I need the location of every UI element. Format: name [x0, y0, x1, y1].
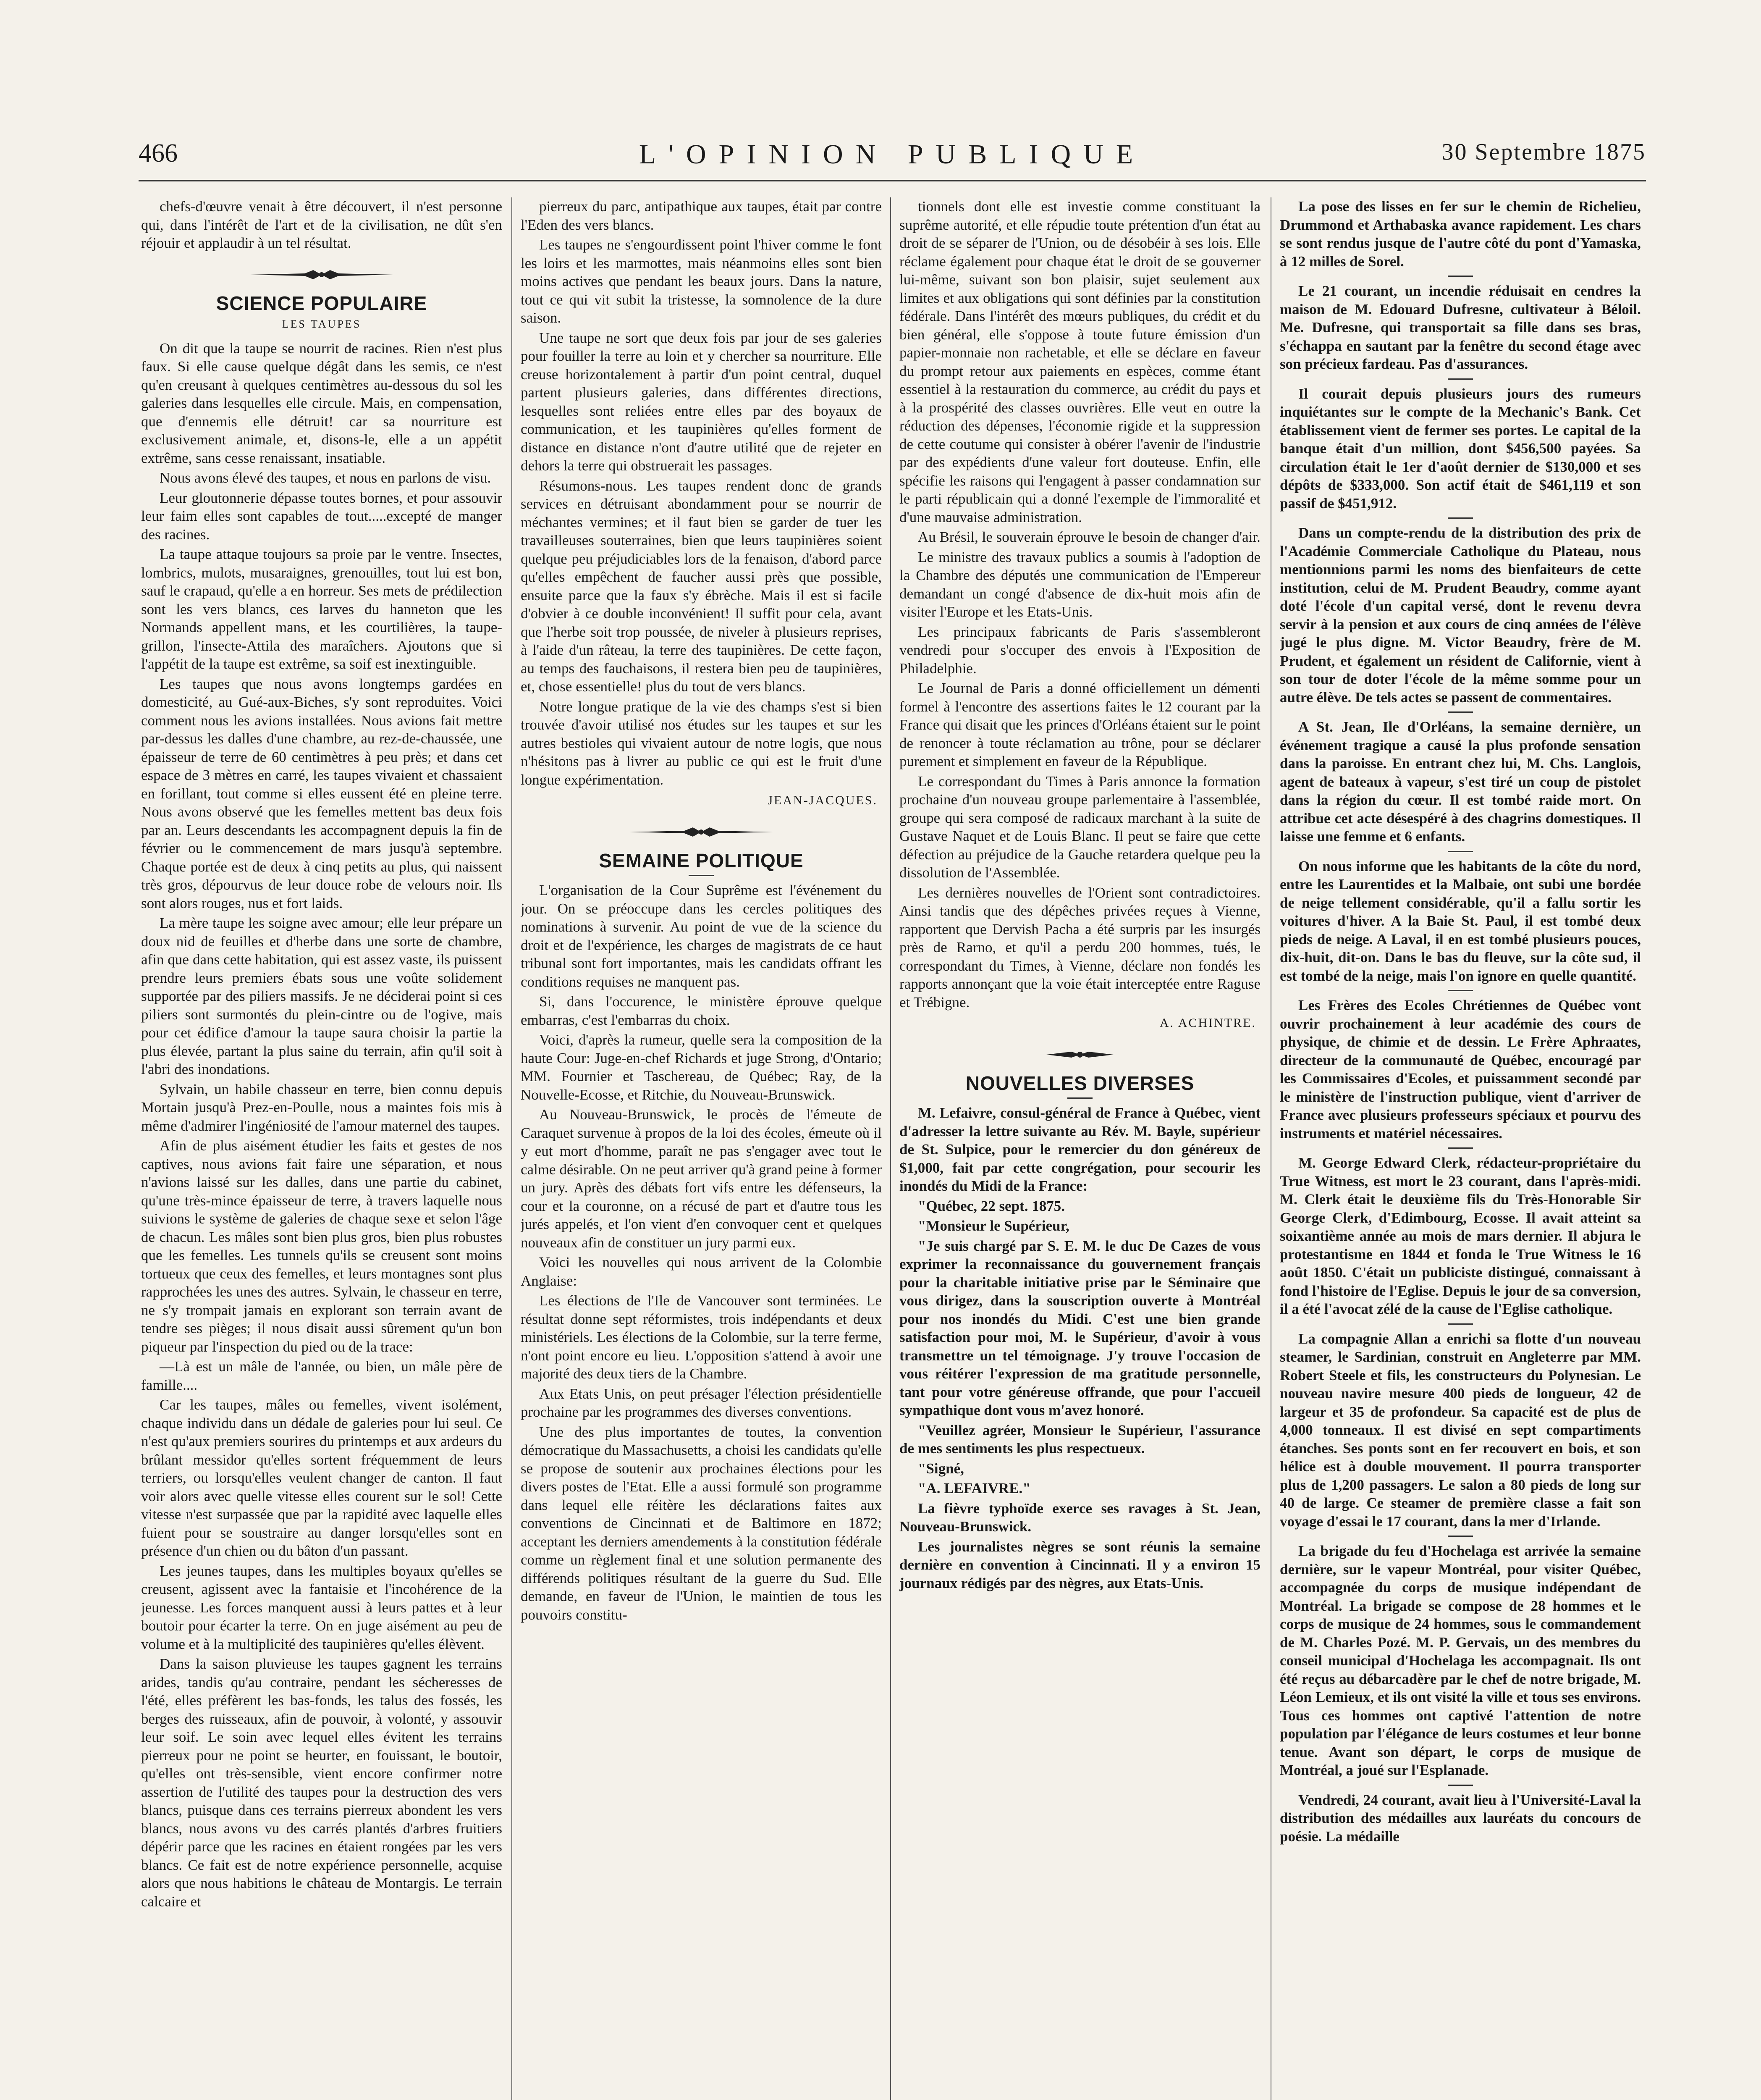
paragraph: La taupe attaque toujours sa proie par le ventre. Insectes, lombrics, mulots, musaraignes, grenouilles, tout lui est bon, sauf le crapaud, qu'elle a en horreur. Ses mets de prédilection sont les vers blancs, ces larves du hanneton que les Normands appellent mans, et les courtilières, la taupe-grillon, l'insecte-Attila des maraîchers. Ajoutons que si l'appétit de la taupe est extrême, sa soif est inextinguible.	[141, 546, 502, 672]
paragraph: La brigade du feu d'Hochelaga est arrivée la semaine dernière, sur le vapeur Montréal, pour visiter Québec, accompagnée du corps de musique indépendant de Montréal. La brigade se compose de 28 hommes et le corps de musique de 24 hommes, sous le commandement de M. Charles Pozé. M. P. Gervais, un des membres du conseil municipal d'Hochelaga les accompagnait. Ils ont été reçus au débarcadère par le chef de notre brigade, M. Léon Lemieux, et ils ont visité la ville et tous ses environs. Tous ces hommes ont captivé l'attention de notre population par l'élégance de leurs costumes et leur bonne tenue. Avant son départ, le corps de musique de Montréal, a joué sur l'Esplanade.	[1280, 1543, 1641, 1778]
paragraph: Au Nouveau-Brunswick, le procès de l'émeute de Caraquet survenue à propos de la loi des écoles, émeute où il y eut mort d'homme, paraît ne pas s'engager avec tout le calme désirable. On ne peut arriver qu'à grand peine à former un jury. Après des débats fort vifs entre les défenseurs, la cour et la couronne, on a récusé de part et d'autre tous les jurés appelés, et l'on vient d'en convoquer cent et quelques nouveaux afin de constituer un jury parmi eux.	[521, 1106, 882, 1251]
paragraph: Les journalistes nègres se sont réunis la semaine dernière en convention à Cincinnati. Il y a environ 15 journaux rédigés par des nègres, aux Etats-Unis.	[899, 1538, 1260, 1591]
paragraph: On dit que la taupe se nourrit de racines. Rien n'est plus faux. Si elle cause quelque dégât dans les semis, ce n'est qu'en creusant à quelques centimètres au-dessous du sol les galeries dans lesquelles elle circule. Mais, en compensation, que d'ennemis elle détruit! car sa nourriture est exclusivement animale, et, disons-le, elle a un appétit extrême, sans cesse renaissant, insatiable.	[141, 340, 502, 466]
paragraph: La compagnie Allan a enrichi sa flotte d'un nouveau steamer, le Sardinian, construit en Angleterre par MM. Robert Steele et fils, les constructeurs du Polynesian. Le nouveau navire mesure 400 pieds de longueur, 42 de largeur et 35 de profondeur. Sa capacité est de plus de 4,000 tonneaux. Il est divisé en sept compartiments étanches. Ses ponts sont en fer recouvert en bois, et son hélice est à double mouvement. Il pourra transporter plus de 1,200 passagers. Le salon a 80 pieds de long sur 40 de large. Ce steamer de première classe a fait son voyage d'essai le 17 courant, dans la mer d'Irlande.	[1280, 1330, 1641, 1530]
paragraph: "Je suis chargé par S. E. M. le duc De Cazes de vous exprimer la reconnaissance du gouvernement français pour la charitable initiative prise par le Séminaire que vous dirigez, dans la souscription ouverte à Montréal pour nos inondés du Midi. C'est une bien grande satisfaction pour moi, M. le Supérieur, d'avoir à vous transmettre un tel témoignage. J'y trouve l'occasion de vous réitérer l'expression de ma gratitude personnelle, tant pour votre généreuse offrande, que pour l'accueil sympathique dont vous m'avez honoré.	[899, 1237, 1260, 1418]
science-article-continuation	[521, 197, 882, 789]
author-signature: A. ACHINTRE.	[1159, 1016, 1256, 1030]
section-ornament-icon	[250, 268, 393, 282]
item-separator	[1448, 711, 1473, 713]
item-separator	[1448, 378, 1473, 380]
header-rule	[139, 180, 1646, 181]
paragraph: La pose des lisses en fer sur le chemin de Richelieu, Drummond et Arthabaska avance rapidement. Les chars se sont rendus jusque de l'autre côté du pont d'Yamaska, à 12 milles de Sorel.	[1280, 198, 1641, 270]
masthead-bar	[139, 139, 1646, 176]
paragraph: M. George Edward Clerk, rédacteur-propriétaire du True Witness, est mort le 23 courant, dans l'après-midi. M. Clerk était le deuxième fils du Très-Honorable Sir George Clerk, d'Edimbourg, Ecosse. Il avait atteint sa soixantième année au mois de mars dernier. Il abjura le protestantisme en 1844 et fonda le True Witness le 16 août 1850. C'était un publiciste distingué, connaissant à fond l'histoire de l'Eglise. Depuis le jour de sa conversion, il a été l'avocat zélé de la cause de l'Eglise catholique.	[1280, 1155, 1641, 1317]
science-article-body	[141, 339, 502, 1911]
paragraph: Une des plus importantes de toutes, la convention démocratique du Massachusetts, a choisi les candidats qu'elle se propose de soutenir aux prochaines élections pour les divers postes de l'Etat. Elle a aussi formulé son programme dans lequel elle réitère les déclarations faites aux conventions de Cincinnati et de Baltimore en 1872; acceptant les derniers amendements à la constitution fédérale comme un règlement final et une solution permanente des différends politiques résultant de la guerre du Sud. Elle demande, en faveur de l'Union, le maintien de tous les pouvoirs constitu-	[521, 1423, 882, 1623]
paragraph: Nous avons élevé des taupes, et nous en parlons de visu.	[160, 470, 491, 486]
paragraph: Les taupes que nous avons longtemps gardées en domesticité, au Gué-aux-Biches, s'y sont reproduites. Voici comment nous les avions installées. Nous avions fait mettre par-dessus les dalles d'une chambre, au rez-de-chaussée, une épaisseur de terre de 60 centimètres à peu près; et dans cet espace de 3 mètres en carré, les taupes vivaient et chassaient en forillant, tout comme si elles eussent été en pleine terre. Nous avons observé que les femelles mettent bas deux fois par an. Leurs descendants les accompagnent depuis la fin de février ou le commencement de mars jusqu'à septembre. Chaque portée est de deux à cinq petits au plus, qui naissent très gros, dépourvus de leur douce robe de velours noir. Ils sont alors rouges, nus et fort laids.	[141, 675, 502, 911]
paragraph: Aux Etats Unis, on peut présager l'élection présidentielle prochaine par les programmes des diverses conventions.	[521, 1385, 882, 1420]
column-2	[521, 197, 882, 2100]
paragraph: Les élections de l'Ile de Vancouver sont terminées. Le résultat donne sept réformistes, trois indépendants et deux ministériels. Les élections de la Colombie, sur la terre ferme, n'ont point encore eu lieu. L'opposition s'attend à avoir une majorité des deux tiers de la Chambre.	[521, 1292, 882, 1382]
paragraph: Vendredi, 24 courant, avait lieu à l'Université-Laval la distribution des médailles aux lauréats du concours de poésie. La médaille	[1280, 1791, 1641, 1845]
column-4	[1280, 197, 1641, 2100]
paragraph: "Signé,	[918, 1460, 964, 1477]
paragraph: pierreux du parc, antipathique aux taupes, était par contre l'Eden des vers blancs.	[521, 198, 882, 233]
item-separator	[1448, 1147, 1473, 1149]
paragraph: "Veuillez agréer, Monsieur le Supérieur, l'assurance de mes sentiments les plus respectueux.	[899, 1422, 1260, 1457]
politics-section-title: SEMAINE POLITIQUE	[599, 849, 804, 872]
paragraph: Résumons-nous. Les taupes rendent donc de grands services en détruisant abondamment pour se nourrir de méchantes vermines; et il faut bien se garder de tuer les travailleuses souterraines, bien que leurs taupinières soient quelque peu préjudiciables lors de la fenaison, d'abord parce qu'elles empêchent de faucher aussi près que possible, ensuite parce que la faux s'y ébrèche. Mais il est si facile d'obvier à ce double inconvénient! Il suffit pour cela, avant que l'herbe soit trop poussée, de niveler à plusieurs reprises, à l'aide d'un râteau, la terre des taupinières. De cette façon, au temps des fauchaisons, il restera bien peu de taupinières, et, chose essentielle! plus du tout de vers blancs.	[521, 477, 882, 695]
paragraph: tionnels dont elle est investie comme constituant la suprême autorité, et elle répudie toute prétention d'un état au droit de se séparer de l'Union, ou de désobéir à ses lois. Elle réclame également pour chaque état le droit de se gouverner lui-même, suivant son bon plaisir, sujet seulement aux limites et aux obligations qui sont définies par la constitution fédérale. Dans l'intérêt des mœurs publiques, du crédit et du bien général, elle s'oppose à toute future émission d'un papier-monnaie non rachetable, et elle se déclare en faveur du prompt retour aux paiements en espèces, comme étant essentiel à la restauration du commerce, au crédit du pays et à la prospérité des classes ouvrières. Elle veut en outre la réduction des dépenses, l'économie rigide et la suppression de cette coutume qui consister à obérer l'avenir de l'industrie par des expédients d'une valeur fort douteuse. Enfin, elle spécifie les raisons qui l'engagent à passer condamnation sur le parti républicain qui a donné l'exemple de l'immoralité et d'une mauvaise administration.	[899, 198, 1260, 525]
paragraph: Au Brésil, le souverain éprouve le besoin de changer d'air.	[918, 529, 1260, 545]
title-rule	[689, 875, 714, 876]
section-ornament-icon	[1009, 1047, 1151, 1062]
paragraph: A St. Jean, Ile d'Orléans, la semaine dernière, un événement tragique a causé la plus profonde sensation dans la paroisse. En entrant chez lui, M. Chs. Langlois, agent de bateaux à vapeur, s'est tiré un coup de pistolet dans la région du cœur. Il est tombé raide mort. On attribue cet acte désespéré à des chagrins domestiques. Il laisse une femme et 6 enfants.	[1280, 719, 1641, 845]
paragraph: Les dernières nouvelles de l'Orient sont contradictoires. Ainsi tandis que des dépêches privées reçues à Vienne, rapportent que Dervish Pacha a été surpris par les insurgés près de Rarno, et qu'il a perdu 200 hommes, tués, le correspondant du Times, à Vienne, déclare non fondés les rapports annonçant que la voie était interceptée entre Raguse et Trébigne.	[899, 884, 1260, 1011]
paragraph: Les Frères des Ecoles Chrétiennes de Québec vont ouvrir prochainement à leur académie des cours de physique, de chimie et de dessin. Le Frère Aphraates, directeur de la communauté de Québec, encouragé par les Commissaires d'Ecoles, et puissamment secondé par le ministère de l'instruction publique, vient d'arriver de France avec plusieurs professeurs spéciaux et pourvu des instruments et matériel nécessaires.	[1280, 997, 1641, 1142]
item-separator	[1448, 1536, 1473, 1537]
section-ornament-icon	[630, 825, 773, 839]
column-separator	[511, 197, 512, 2100]
paragraph: M. Lefaivre, consul-général de France à Québec, vient d'adresser la lettre suivante au Rév. M. Bayle, supérieur de St. Sulpice, pour le remercier du don généreux de $1,000, fait par cette congrégation, pour secourir les inondés du Midi de la France:	[899, 1105, 1260, 1194]
paragraph: Leur gloutonnerie dépasse toutes bornes, et pour assouvir leur faim elles sont capables de tout.....excepté de manger des racines.	[141, 489, 502, 543]
paragraph: "Monsieur le Supérieur,	[918, 1218, 1069, 1234]
paragraph: Voici les nouvelles qui nous arrivent de la Colombie Anglaise:	[521, 1254, 882, 1289]
column-3	[899, 197, 1260, 2100]
paragraph: On nous informe que les habitants de la côte du nord, entre les Laurentides et la Malbaie, ont subi une bordée de neige tellement considérable, qu'il a fallu sortir les voitures d'hiver. A la Baie St. Paul, il est tombé deux pieds de neige. A Laval, il en est tombé plusieurs pouces, dix-huit, dit-on. Dans le bas du fleuve, sur la côte sud, il est tombé de la neige, mais l'on ignore en quelle quantité.	[1280, 858, 1641, 984]
science-article-subtitle: LES TAUPES	[282, 318, 362, 330]
paragraph: Le ministre des travaux publics a soumis à l'adoption de la Chambre des députés une communication de l'Empereur demandant un congé d'absence de dix-huit mois afin de visiter l'Europe et les Etats-Unis.	[899, 549, 1260, 620]
paragraph: La fièvre typhoïde exerce ses ravages à St. Jean, Nouveau-Brunswick.	[899, 1500, 1260, 1535]
item-separator	[1448, 851, 1473, 852]
paragraph: Le Journal de Paris a donné officiellement un démenti formel à l'encontre des assertions faites le 12 courant par la France qui disait que les princes d'Orléans étaient sur le point de renoncer à toute réclamation au trône, pour se déclarer purement et simplement en faveur de la République.	[899, 680, 1260, 769]
author-signature: JEAN-JACQUES.	[768, 793, 878, 807]
paragraph: Sylvain, un habile chasseur en terre, bien connu depuis Mortain jusqu'à Prez-en-Poulle, nous a maintes fois mis à même d'admirer l'ingéniosité de l'amour maternel des taupes.	[141, 1081, 502, 1134]
newspaper-title: L'OPINION PUBLIQUE	[639, 139, 1146, 170]
paragraph: Les principaux fabricants de Paris s'assembleront vendredi pour s'occuper des envois à l'Exposition de Philadelphie.	[899, 623, 1260, 677]
politics-article-continuation	[899, 197, 1260, 1011]
paragraph: La mère taupe les soigne avec amour; elle leur prépare un doux nid de feuilles et d'herbe dans une sorte de chambre, afin que dans cette habitation, qui est assez vaste, ils puissent prendre leurs premiers ébats sous une voûte solidement supportée par des piliers massifs. Je ne déciderai point si ces piliers sont surmontés du plein-cintre ou de l'ogive, mais pour cet édifice d'amour la taupe saura choisir la partie la plus élevée, partant la plus saine du terrain, afin qu'il soit à l'abri des inondations.	[141, 915, 502, 1077]
title-rule	[1067, 1097, 1093, 1099]
news-items	[899, 1104, 1260, 1592]
news-section-title: NOUVELLES DIVERSES	[965, 1072, 1195, 1094]
paragraph: Il courait depuis plusieurs jours des rumeurs inquiétantes sur le compte de la Mechanic's Bank. Cet établissement vient de fermer ses portes. Le capital de la banque était d'un million, dont $456,500 payées. Sa circulation était le 1er d'août dernier de $130,000 et ses dépôts de $333,000. Son actif était de $461,119 et son passif de $451,912.	[1280, 385, 1641, 512]
paragraph: Voici, d'après la rumeur, quelle sera la composition de la haute Cour: Juge-en-chef Richards et juge Strong, d'Ontario; MM. Fournier et Taschereau, de Québec; Ray, de la Nouvelle-Ecosse, et Ritchie, du Nouveau-Brunswick.	[521, 1032, 882, 1103]
item-separator	[1448, 276, 1473, 277]
news-items-continued	[1280, 197, 1641, 1845]
intro-text	[141, 197, 502, 252]
paragraph: L'organisation de la Cour Suprême est l'événement du jour. On se préoccupe dans les cercles politiques des nominations à survenir. Au point de vue de la science du droit et de l'expérience, les charges de magistrats de ce haut tribunal sont fort importantes, mais les candidats offrant les conditions requises ne manquent pas.	[521, 882, 882, 990]
item-separator	[1448, 990, 1473, 991]
item-separator	[1448, 517, 1473, 519]
paragraph: Les taupes ne s'engourdissent point l'hiver comme le font les loirs et les marmottes, mais néanmoins elles sont bien moins actives que pendant les beaux jours. Dans la nature, tout ce qui vit subit la tristesse, la somnolence de la dure saison.	[521, 236, 882, 326]
science-section-title: SCIENCE POPULAIRE	[216, 292, 427, 314]
paragraph: Si, dans l'occurence, le ministère éprouve quelque embarras, c'est l'embarras du choix.	[521, 993, 882, 1028]
column-separator	[890, 197, 891, 2100]
paragraph: Dans un compte-rendu de la distribution des prix de l'Académie Commerciale Catholique du Plateau, nous mentionnions parmi les noms des bienfaiteurs de cette institution, celui de M. Prudent Beaudry, comme ayant doté l'école d'un capital versé, dont le revenu devra servir à la pension et aux cours de cinq années de l'élève jugé le plus digne. M. Victor Beaudry, frère de M. Prudent, et également un résident de Californie, vient à son tour de doter l'école de la même somme pour un autre élève. De tels actes se passent de commentaires.	[1280, 525, 1641, 706]
paragraph: Notre longue pratique de la vie des champs s'est si bien trouvée d'avoir utilisé nos études sur les taupes et sur les autres bestioles qui vivaient autour de notre logis, que nous n'hésitons pas à livrer au public ce qui est le fruit d'une longue expérimentation.	[521, 698, 882, 788]
paragraph: Le correspondant du Times à Paris annonce la formation prochaine d'un nouveau groupe parlementaire à l'assemblée, groupe qui sera composé de radicaux marchant à la suite de Gustave Naquet et de Louis Blanc. Il peut se faire que cette défection au préjudice de la Gauche retardera quelque peu la dissolution de l'Assemblée.	[899, 773, 1260, 881]
paragraph: Le 21 courant, un incendie réduisait en cendres la maison de M. Edouard Dufresne, cultivateur à Béloil. Me. Dufresne, qui transportait sa fille dans ses bras, s'échappa en sautant par la fenêtre du second étage avec son précieux fardeau. Pas d'assurances.	[1280, 283, 1641, 372]
paragraph: Car les taupes, mâles ou femelles, vivent isolément, chaque individu dans un dédale de galeries pour lui seul. Ce n'est qu'aux premiers sourires du printemps et aux ardeurs du brûlant messidor qu'elles sortent fréquemment de leurs terriers, ou lorsqu'elles veulent changer de canton. Il faut voir alors avec quelle vitesse elles courent sur le sol! Cette vitesse n'est surpassée que par la rapidité avec laquelle elles fuient pour se soustraire au danger lorsqu'elles sont en présence d'un chien ou du bâton d'un passant.	[141, 1396, 502, 1559]
issue-date: 30 Septembre 1875	[1441, 139, 1646, 165]
paragraph: Une taupe ne sort que deux fois par jour de ses galeries pour fouiller la terre au loin et y chercher sa nourriture. Elle creuse horizontalement à partir d'un point central, duquel partent plusieurs galeries, dans différentes directions, lesquelles sont reliées entre elles par des boyaux de communication, et les taupinières qu'elles forment de distance en distance n'ont d'autre utilité que de rejeter en dehors la terre qui obstruerait les passages.	[521, 329, 882, 474]
column-1	[141, 197, 502, 2100]
paragraph: —Là est un mâle de l'année, ou bien, un mâle père de famille....	[141, 1358, 502, 1393]
paragraph: "A. LEFAIVRE."	[918, 1480, 1031, 1496]
paragraph: Les jeunes taupes, dans les multiples boyaux qu'elles se creusent, agissent avec la fantaisie et l'incohérence de la jeunesse. Les forces manquent aussi à leurs pattes et à leur boutoir pour écarter la terre. On en juge aisément au peu de volume et à la multiplicité des taupinières qu'elles élèvent.	[141, 1562, 502, 1652]
item-separator	[1448, 1785, 1473, 1786]
item-separator	[1448, 1323, 1473, 1325]
page-number: 466	[139, 139, 178, 168]
paragraph: "Québec, 22 sept. 1875.	[918, 1197, 1065, 1214]
paragraph: chefs-d'œuvre venait à être découvert, il n'est personne qui, dans l'intérêt de l'art et de la civilisation, ne dût s'en réjouir et applaudir à un tel résultat.	[141, 198, 502, 251]
paragraph: Dans la saison pluvieuse les taupes gagnent les terrains arides, tandis qu'au contraire, pendant les sécheresses de l'été, elles préfèrent les bas-fonds, les talus des fossés, les berges des ruisseaux, afin de pouvoir, à volonté, y assouvir leur soif. Le soin avec lequel elles évitent les terrains pierreux pour ne point se heurter, en fouissant, le boutoir, qu'elles ont très-sensible, vient encore confirmer notre assertion de l'utilité des taupes pour la destruction des vers blancs, puisque dans ces terrains pierreux abondent les vers blancs, nous avons vu des carrés plantés d'arbres fruitiers dépérir parce que les racines en étaient rongées par les vers blancs. Ce fait est de notre expérience personnelle, acquise alors que nous habitions le château de Montargis. Le terrain calcaire et	[141, 1656, 502, 1910]
paragraph: Afin de plus aisément étudier les faits et gestes de nos captives, nous avions fait faire une séparation, et nous n'avions laissé sur les dalles, dans une partie du cabinet, qu'une très-mince épaisseur de terre, à travers laquelle nous suivions le système de galeries de chaque sexe et selon l'âge de chacun. Les mâles sont bien plus gros, bien plus robustes que les femelles. Les tunnels qu'ils se creusent sont moins tortueux que ceux des femelles, et leurs montagnes sont plus rapprochées les unes des autres. Sylvain, le chasseur en terre, ne s'y trompait jamais en explorant son terrain avant de tendre ses pièges; il nous disait aussi sûrement qu'un bon piqueur par l'inspection du pied ou de la trace:	[141, 1137, 502, 1355]
politics-article-body	[521, 881, 882, 1624]
